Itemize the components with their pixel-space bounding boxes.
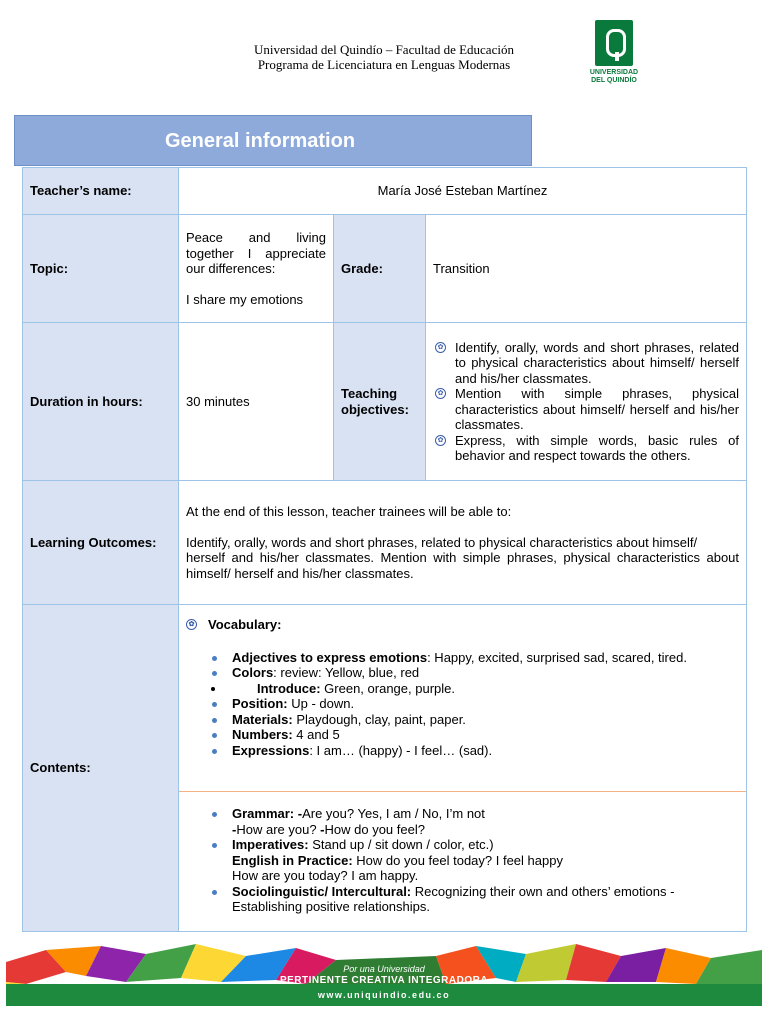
vocabulary-heading: Vocabulary: (208, 617, 282, 632)
logo-mark-icon (595, 20, 633, 66)
list-item: Materials: Playdough, clay, paint, paper. (232, 712, 739, 728)
outcomes-label: Learning Outcomes: (23, 481, 179, 605)
document-header (0, 42, 768, 72)
footer-banner (6, 942, 762, 1006)
outcomes-value (179, 481, 747, 605)
list-item: Numbers: 4 and 5 (232, 727, 739, 743)
university-logo (584, 20, 644, 90)
banner-title: General information (165, 130, 356, 152)
duration-label: Duration in hours: (23, 323, 179, 481)
outcomes-intro: At the end of this lesson, teacher trainees will be able to: (186, 504, 512, 519)
footer-line-1: Por una Universidad (343, 964, 425, 974)
objectives-list (433, 340, 739, 464)
header-line-2: Programa de Licenciatura en Lenguas Modernas (257, 57, 511, 72)
grammar-section (179, 791, 746, 915)
footer-website: www.uniquindio.edu.co (317, 990, 451, 1000)
grade-label: Grade: (334, 215, 426, 323)
duration-value: 30 minutes (179, 323, 334, 481)
list-item: Grammar: -Are you? Yes, I am / No, I’m not (232, 806, 739, 822)
list-item: Sociolinguistic/ Intercultural: Recognizing their own and others’ emotions - Establishing positive relationships. (232, 884, 739, 915)
list-item: -How are you? -How do you feel? (232, 821, 425, 837)
globe-bullet-icon: ✿ (435, 388, 446, 399)
teacher-label: Teacher’s name: (23, 168, 179, 215)
row-contents (23, 605, 747, 932)
topic-line-2: I share my emotions (186, 291, 304, 307)
teacher-value: María José Esteban Martínez (179, 168, 747, 215)
footer-line-2: PERTINENTE CREATIVA INTEGRADORA (279, 975, 489, 986)
grade-value: Transition (426, 215, 747, 323)
list-item: ✿ Express, with simple words, basic rules of behavior and respect towards the others. (433, 433, 739, 464)
list-item: ✿ Identify, orally, words and short phrases, related to physical characteristics about himself/ herself and his/her classmates. (433, 340, 739, 387)
list-item: Introduce: Green, orange, purple. (186, 681, 739, 697)
vocabulary-list (186, 650, 739, 681)
objectives-label: Teaching objectives: (334, 323, 426, 481)
objectives-list-cell (426, 323, 747, 481)
row-outcomes (23, 481, 747, 605)
topic-line-1: Peace and living together I appreciate our differences: (186, 230, 326, 276)
outcomes-line-1: Identify, orally, words and short phrases, related to physical characteristics about himself/ (186, 534, 698, 550)
lesson-plan-table (22, 167, 747, 932)
list-item: English in Practice: How do you feel today? I feel happy (232, 852, 563, 868)
list-item: Position: Up - down. (232, 696, 739, 712)
list-item: Expressions: I am… (happy) - I feel… (sad). (232, 743, 739, 759)
contents-label: Contents: (23, 605, 179, 932)
list-item: ✿ Mention with simple phrases, physical characteristics about himself/ herself and his/her classmates. (433, 386, 739, 433)
section-banner (14, 115, 532, 166)
header-line-1: Universidad del Quindío – Facultad de Educación (254, 42, 514, 57)
list-item: Imperatives: Stand up / sit down / color, etc.) (232, 837, 739, 853)
row-topic (23, 215, 747, 323)
vocabulary-section (179, 605, 746, 791)
globe-bullet-icon: ✿ (435, 342, 446, 353)
globe-bullet-icon: ✿ (435, 435, 446, 446)
outcomes-line-2: herself and his/her classmates. Mention with simple phrases, physical characteristics about himself/ herself and his/her classmates. (186, 550, 740, 581)
list-item: Adjectives to express emotions: Happy, excited, surprised sad, scared, tired. (232, 650, 739, 666)
logo-line-1: UNIVERSIDAD (589, 69, 639, 76)
topic-value (179, 215, 334, 323)
list-item: How are you today? I am happy. (232, 868, 419, 883)
globe-bullet-icon: ✿ (186, 619, 197, 630)
row-teacher (23, 168, 747, 215)
topic-label: Topic: (23, 215, 179, 323)
contents-value (179, 605, 747, 932)
logo-line-2: DEL QUINDÍO (591, 77, 637, 84)
list-item: Colors: review: Yellow, blue, red (232, 665, 739, 681)
row-duration (23, 323, 747, 481)
